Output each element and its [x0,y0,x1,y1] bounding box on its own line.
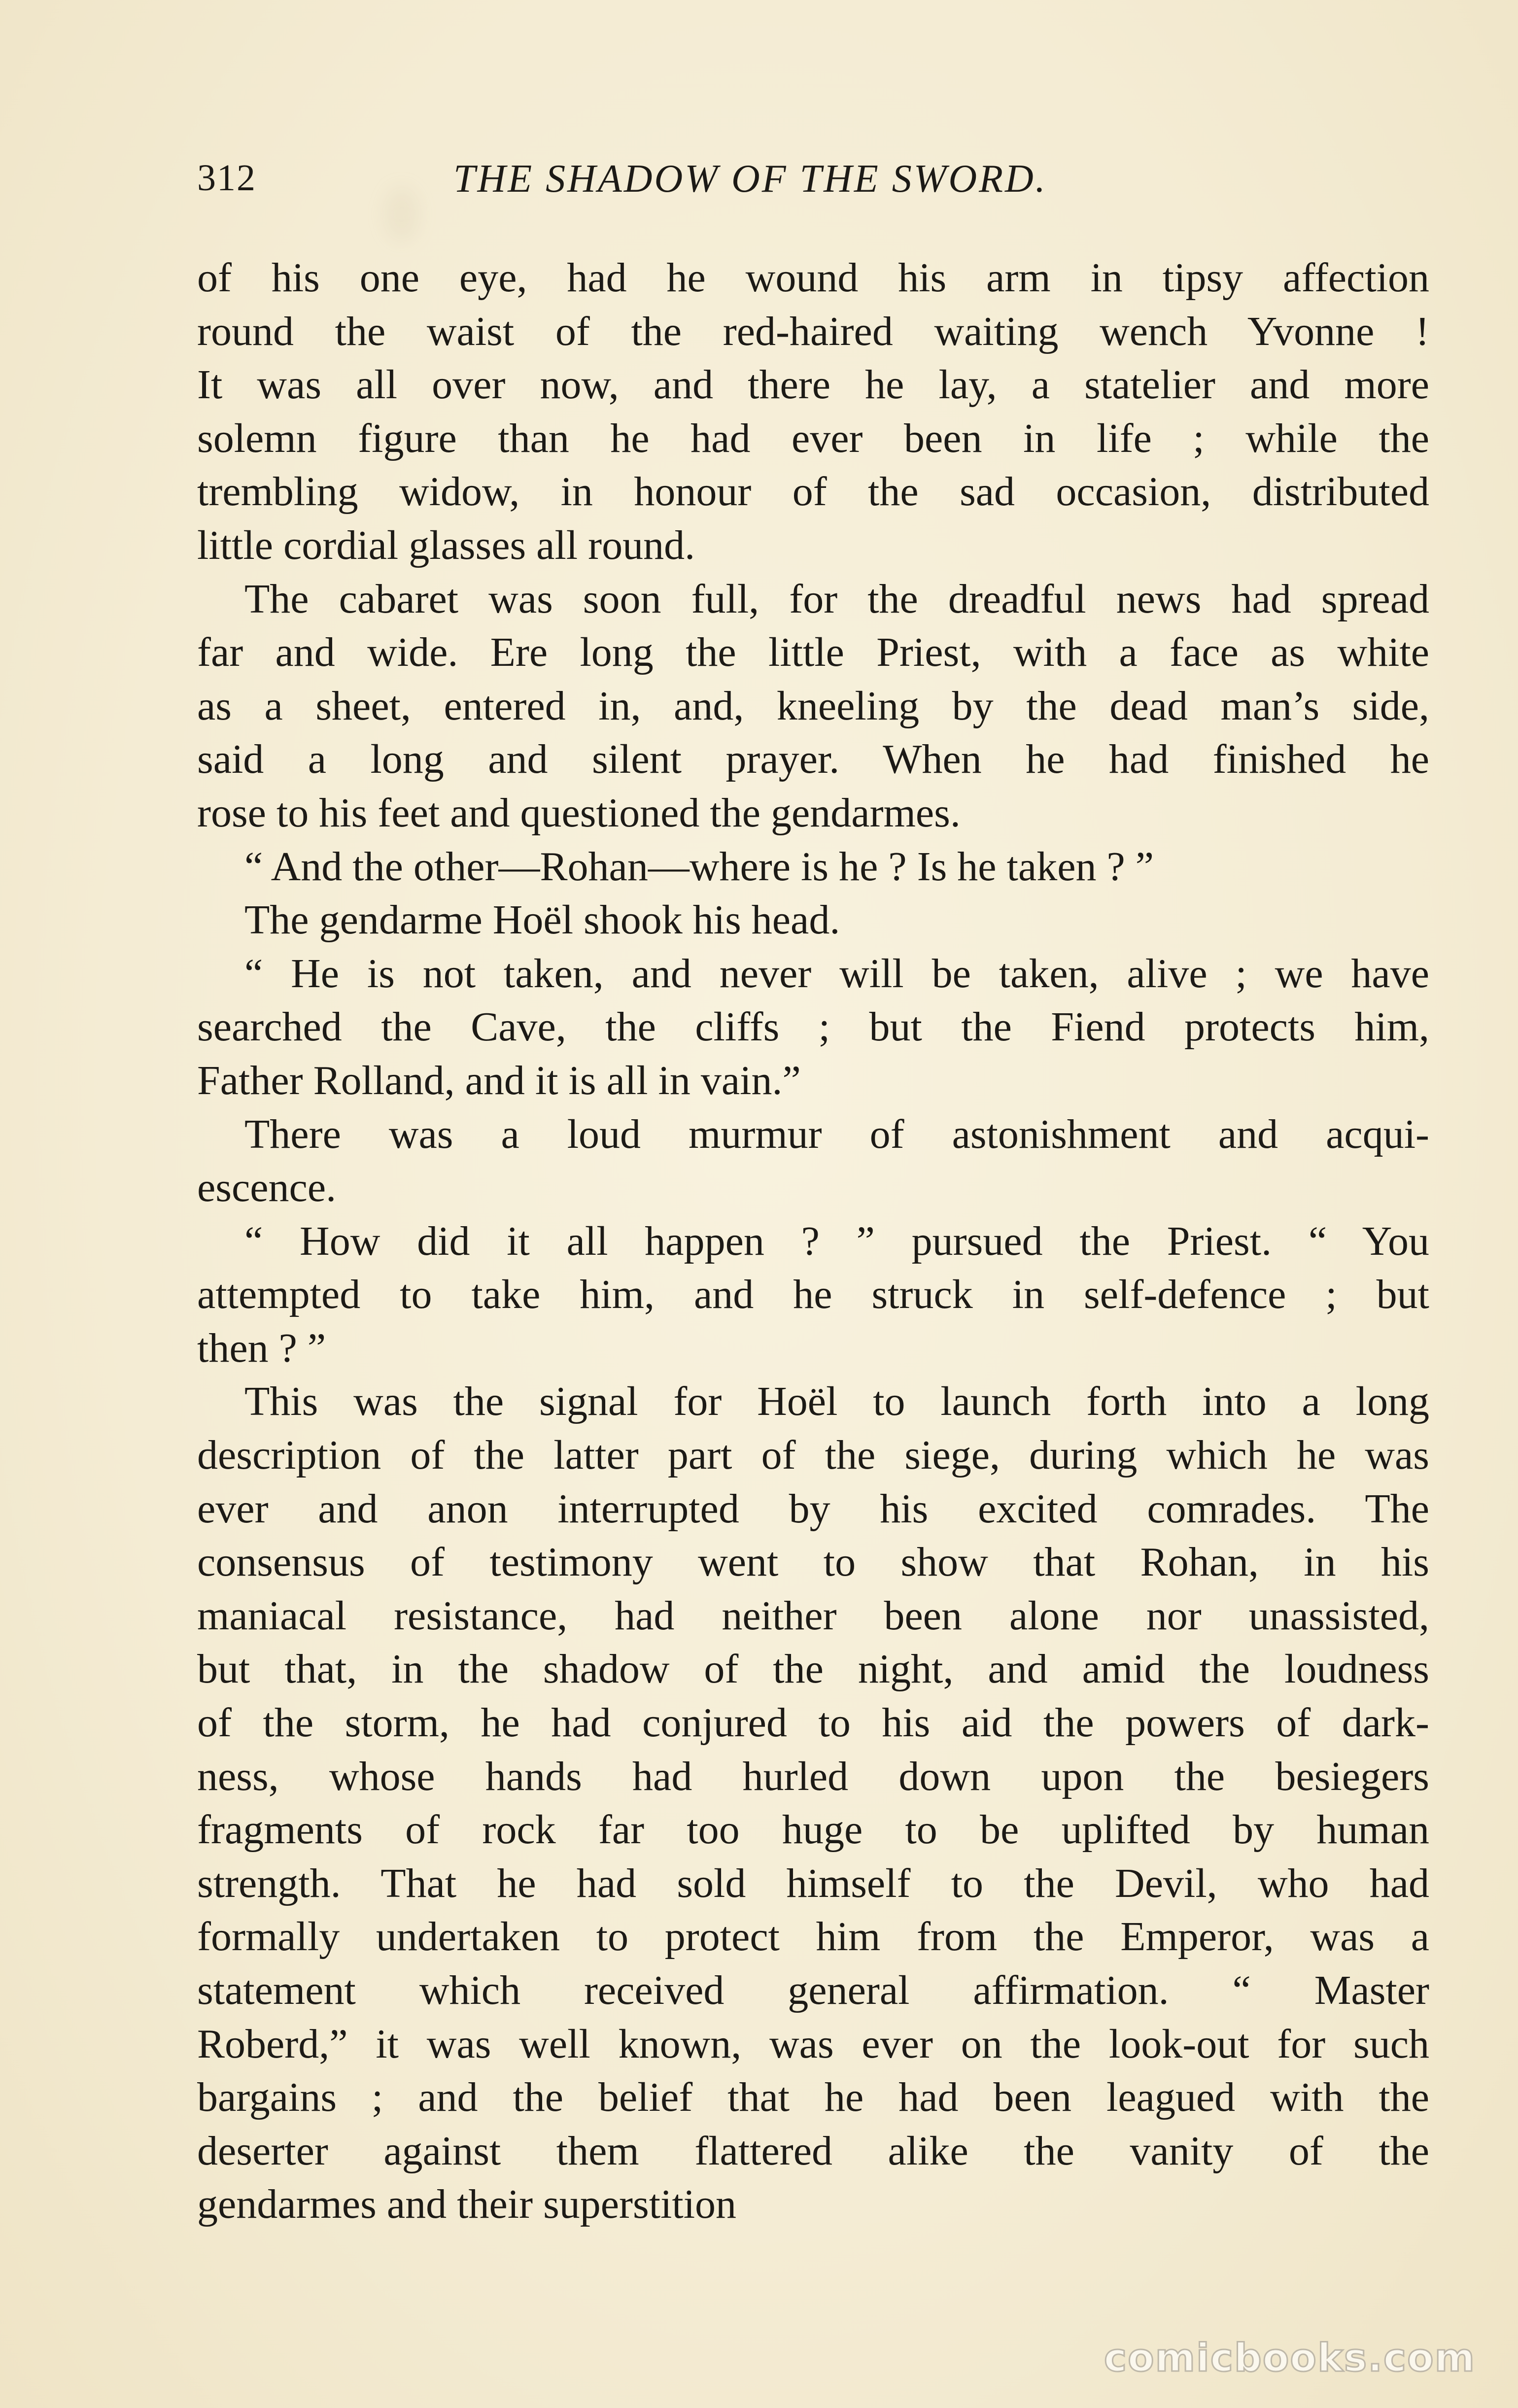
text-line: statement which received general affirmation. “ Master [197,1967,1429,2013]
text-line: of the storm, he had conjured to his aid the powers of dark- [197,1700,1429,1746]
text-line: ness, whose hands had hurled down upon the besiegers [197,1753,1429,1799]
text-line: fragments of rock far too huge to be uplifted by human [197,1807,1429,1853]
text-line: rose to his feet and questioned the gendarmes. [197,790,961,836]
text-line: “ And the other—Rohan—where is he ? Is he taken ? ” [244,843,1154,890]
text-line: gendarmes and their superstition [197,2181,737,2228]
text-line: searched the Cave, the cliffs ; but the Fiend protects him, [197,1004,1429,1050]
text-line: “ He is not taken, and never will be taken, alive ; we have [244,950,1429,997]
text-line: then ? ” [197,1325,326,1371]
text-line: The gendarme Hoël shook his head. [244,897,840,943]
text-line: deserter against them flattered alike the vanity of the [197,2128,1429,2174]
watermark: comicbooks.com [1104,2336,1476,2380]
text-line: little cordial glasses all round. [197,522,695,568]
text-line: This was the signal for Hoël to launch forth into a long [244,1378,1429,1425]
text-line: far and wide. Ere long the little Priest, with a face as white [197,629,1429,676]
text-line: consensus of testimony went to show that Rohan, in his [197,1539,1429,1585]
text-line: solemn figure than he had ever been in life ; while the [197,415,1429,461]
body-text [197,251,1429,2232]
text-line: description of the latter part of the siege, during which he was [197,1432,1429,1479]
text-line: “ How did it all happen ? ” pursued the Priest. “ You [244,1218,1429,1264]
text-line: attempted to take him, and he struck in self-defence ; but [197,1272,1429,1318]
text-line: strength. That he had sold himself to the Devil, who had [197,1860,1429,1906]
text-line: There was a loud murmur of astonishment and acqui- [244,1111,1429,1157]
text-line: round the waist of the red-haired waiting wench Yvonne ! [197,308,1429,354]
text-line: escence. [197,1165,337,1211]
text-line: The cabaret was soon full, for the dreadful news had spread [244,576,1429,622]
page-number: 312 [197,157,256,199]
text-line: Father Rolland, and it is all in vain.” [197,1057,801,1103]
text-line: ever and anon interrupted by his excited comrades. The [197,1485,1429,1532]
text-line: maniacal resistance, had neither been alone nor unassisted, [197,1592,1429,1639]
text-line: It was all over now, and there he lay, a statelier and more [197,362,1429,408]
text-line: Roberd,” it was well known, was ever on the look-out for such [197,2021,1429,2067]
page-header [197,157,1203,211]
text-line: as a sheet, entered in, and, kneeling by the dead man’s side, [197,683,1429,729]
text-line: of his one eye, had he wound his arm in tipsy affection [197,255,1429,301]
text-line: bargains ; and the belief that he had been leagued with the [197,2074,1429,2121]
text-line: but that, in the shadow of the night, and amid the loudness [197,1646,1429,1692]
text-line: trembling widow, in honour of the sad occasion, distributed [197,469,1429,515]
running-head: THE SHADOW OF THE SWORD. [453,157,1047,201]
text-line: formally undertaken to protect him from the Emperor, was a [197,1914,1429,1960]
text-line: said a long and silent prayer. When he had finished he [197,736,1429,783]
